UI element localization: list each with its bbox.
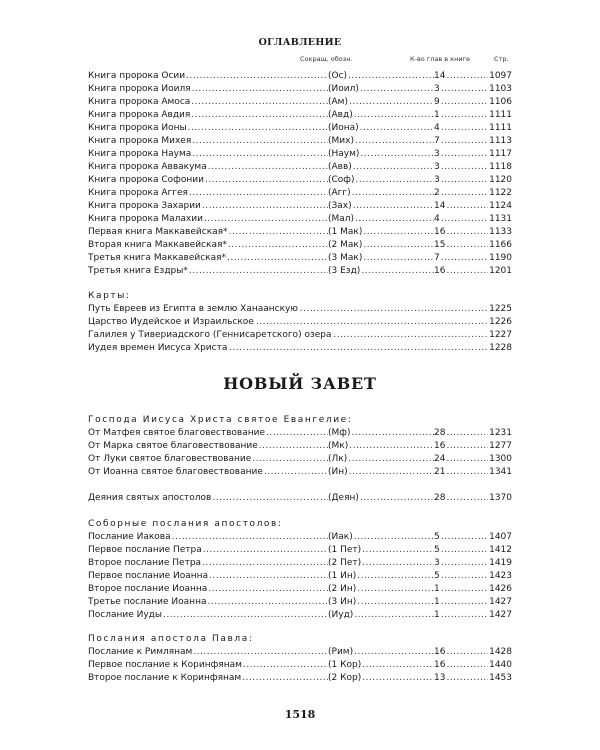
book-name: От Луки святое благовествование — [88, 454, 252, 464]
book-abbreviation: (Иак) — [328, 532, 353, 542]
chapter-count: 2 — [434, 188, 440, 198]
map-title: Путь Евреев из Египта в землю Ханаанскую — [88, 304, 298, 314]
toc-row[interactable] — [88, 583, 512, 596]
page-number: 1117 — [489, 149, 512, 159]
page-number: 1122 — [489, 188, 512, 198]
toc-row[interactable] — [88, 672, 512, 685]
page-number: 1426 — [489, 584, 512, 594]
chapter-count: 3 — [434, 149, 440, 159]
toc-row[interactable] — [88, 174, 512, 187]
page-number: 1201 — [489, 266, 512, 276]
chapter-count: 15 — [434, 240, 446, 250]
book-name: Третья книга Маккавейская* — [88, 253, 227, 263]
page-title: ОГЛАВЛЕНИЕ — [258, 37, 342, 48]
book-abbreviation: (3 Мак) — [328, 253, 363, 263]
toc-row[interactable] — [88, 659, 512, 672]
book-abbreviation: (Агг) — [328, 188, 351, 198]
book-abbreviation: (Иуд) — [328, 610, 354, 620]
page-number: 1103 — [489, 84, 512, 94]
book-abbreviation: (1 Мак) — [328, 227, 363, 237]
chapter-count: 16 — [434, 266, 446, 276]
page-number: 1370 — [489, 493, 512, 503]
gospels-heading: Господа Иисуса Христа святое Евангелие: — [88, 415, 353, 425]
column-header-page: Стр. — [494, 55, 509, 63]
toc-row[interactable] — [88, 96, 512, 109]
book-name: Книга пророка Осии — [88, 71, 186, 81]
toc-row[interactable] — [88, 570, 512, 583]
map-title: Галилея у Тивериадского (Геннисаретского) озера — [88, 330, 332, 340]
book-name: Книга пророка Ионы — [88, 123, 187, 133]
page-number-footer: 1518 — [284, 708, 316, 721]
book-name: Первое послание Иоанна — [88, 571, 209, 581]
toc-row[interactable] — [88, 609, 512, 622]
book-abbreviation: (Лк) — [328, 454, 348, 464]
book-name: Книга пророка Наума — [88, 149, 192, 159]
page-number: 1111 — [489, 123, 512, 133]
toc-row[interactable] — [88, 427, 512, 440]
page-number: 1427 — [489, 597, 512, 607]
pauline-epistles-heading: Послания апостола Павла: — [88, 634, 254, 644]
toc-row[interactable] — [88, 122, 512, 135]
acts-section — [88, 492, 512, 505]
toc-row[interactable] — [88, 148, 512, 161]
chapter-count: 1 — [434, 110, 440, 120]
page-number: 1124 — [489, 201, 512, 211]
chapter-count: 21 — [434, 467, 446, 477]
book-abbreviation: (1 Пет) — [328, 545, 362, 555]
map-row[interactable] — [88, 303, 512, 316]
book-abbreviation: (Соф) — [328, 175, 355, 185]
page-number: 1166 — [489, 240, 512, 250]
page-number: 1423 — [489, 571, 512, 581]
page-number: 1226 — [489, 317, 512, 327]
map-row[interactable] — [88, 329, 512, 342]
toc-row[interactable] — [88, 557, 512, 570]
page-number: 1111 — [489, 110, 512, 120]
book-name: Деяния святых апостолов — [88, 493, 212, 503]
book-name: Книга пророка Софонии — [88, 175, 204, 185]
maps-heading: Карты: — [88, 291, 131, 301]
chapter-count: 1 — [434, 584, 440, 594]
toc-row[interactable] — [88, 531, 512, 544]
book-name: Книга пророка Аггея — [88, 188, 188, 198]
book-name: Первое послание к Коринфянам — [88, 660, 242, 670]
page-number: 1300 — [489, 454, 512, 464]
old-testament-list — [88, 70, 512, 278]
page-number: 1225 — [489, 304, 512, 314]
chapter-count: 9 — [434, 97, 440, 107]
chapter-count: 16 — [434, 227, 446, 237]
page-number: 1227 — [489, 330, 512, 340]
book-name: От Иоанна святое благовествование — [88, 467, 263, 477]
book-abbreviation: (Иона) — [328, 123, 359, 133]
catholic-epistles-list — [88, 531, 512, 622]
chapter-count: 1 — [434, 597, 440, 607]
book-abbreviation: (2 Ин) — [328, 584, 357, 594]
maps-list — [88, 303, 512, 355]
toc-row[interactable] — [88, 646, 512, 659]
book-name: Книга пророка Михея — [88, 136, 192, 146]
book-abbreviation: (Мф) — [328, 428, 351, 438]
column-header-abbreviation: Сокращ. обозн. — [300, 55, 353, 63]
toc-row[interactable] — [88, 440, 512, 453]
chapter-count: 28 — [434, 428, 446, 438]
page-number: 1440 — [489, 660, 512, 670]
page-number: 1427 — [489, 610, 512, 620]
book-name: Книга пророка Аввакума — [88, 162, 207, 172]
toc-row[interactable] — [88, 453, 512, 466]
page-number: 1453 — [489, 673, 512, 683]
book-name: Первое послание Петра — [88, 545, 202, 555]
chapter-count: 13 — [434, 673, 446, 683]
maps-section — [88, 290, 512, 355]
book-name: Книга пророка Иоиля — [88, 84, 191, 94]
toc-row[interactable] — [88, 226, 512, 239]
chapter-count: 14 — [434, 201, 446, 211]
toc-row[interactable] — [88, 187, 512, 200]
book-abbreviation: (Мих) — [328, 136, 354, 146]
page-number: 1097 — [489, 71, 512, 81]
page-number: 1190 — [489, 253, 512, 263]
map-title: Царство Иудейское и Израильское — [88, 317, 254, 327]
page-number: 1133 — [489, 227, 512, 237]
page-number: 1231 — [489, 428, 512, 438]
book-name: Третья книга Ездры* — [88, 266, 188, 276]
chapter-count: 16 — [434, 441, 446, 451]
page-number: 1113 — [489, 136, 512, 146]
page-number: 1412 — [489, 545, 512, 555]
chapter-count: 16 — [434, 660, 446, 670]
toc-row[interactable] — [88, 466, 512, 479]
book-name: Первая книга Маккавейская* — [88, 227, 228, 237]
book-abbreviation: (Зах) — [328, 201, 352, 211]
pauline-epistles-list — [88, 646, 512, 685]
page-number: 1428 — [489, 647, 512, 657]
toc-row[interactable] — [88, 213, 512, 226]
book-abbreviation: (Мк) — [328, 441, 349, 451]
page-number: 1341 — [489, 467, 512, 477]
book-abbreviation: (Рим) — [328, 647, 354, 657]
toc-row[interactable] — [88, 161, 512, 174]
column-header-chapters: К-во глав в книге — [410, 55, 470, 63]
page-number: 1419 — [489, 558, 512, 568]
page-number: 1120 — [489, 175, 512, 185]
toc-row[interactable] — [88, 109, 512, 122]
book-name: Послание Иуды — [88, 610, 163, 620]
page-number: 1407 — [489, 532, 512, 542]
book-name: Книга пророка Амоса — [88, 97, 191, 107]
toc-row[interactable] — [88, 544, 512, 557]
toc-row[interactable] — [88, 200, 512, 213]
page-number: 1131 — [489, 214, 512, 224]
book-name: Третье послание Иоанна — [88, 597, 207, 607]
toc-row[interactable] — [88, 252, 512, 265]
book-abbreviation: (Деян) — [328, 493, 359, 503]
catholic-epistles-section — [88, 518, 512, 622]
toc-row[interactable] — [88, 83, 512, 96]
toc-row[interactable] — [88, 135, 512, 148]
book-abbreviation: (2 Пет) — [328, 558, 362, 568]
book-abbreviation: (1 Ин) — [328, 571, 357, 581]
map-row[interactable] — [88, 316, 512, 329]
book-name: Послание к Римлянам — [88, 647, 193, 657]
book-abbreviation: (Ос) — [328, 71, 348, 81]
book-name: Книга пророка Авдия — [88, 110, 191, 120]
book-name: Книга пророка Захарии — [88, 201, 201, 211]
book-abbreviation: (1 Кор) — [328, 660, 362, 670]
book-name: Послание Иакова — [88, 532, 171, 542]
pauline-epistles-section — [88, 633, 512, 685]
book-name: От Марка святое благовествование — [88, 441, 258, 451]
gospels-list — [88, 427, 512, 479]
toc-row[interactable] — [88, 265, 512, 278]
page-number: 1228 — [489, 343, 512, 353]
chapter-count: 24 — [434, 454, 446, 464]
map-title: Иудея времен Иисуса Христа — [88, 343, 228, 353]
catholic-epistles-heading: Соборные послания апостолов: — [88, 519, 283, 529]
chapter-count: 3 — [434, 162, 440, 172]
chapter-count: 3 — [434, 175, 440, 185]
chapter-count: 5 — [434, 571, 440, 581]
book-name: Вторая книга Маккавейская* — [88, 240, 227, 250]
map-row[interactable] — [88, 342, 512, 355]
book-abbreviation: (2 Кор) — [328, 673, 362, 683]
toc-row[interactable] — [88, 70, 512, 83]
book-name: Книга пророка Малахии — [88, 214, 203, 224]
chapter-count: 4 — [434, 123, 440, 133]
chapter-count: 14 — [434, 71, 446, 81]
chapter-count: 28 — [434, 493, 446, 503]
book-abbreviation: (Ам) — [328, 97, 348, 107]
book-name: Второе послание к Коринфянам — [88, 673, 242, 683]
book-abbreviation: (Авд) — [328, 110, 353, 120]
book-name: Второе послание Петра — [88, 558, 202, 568]
gospels-section — [88, 414, 512, 479]
book-abbreviation: (Наум) — [328, 149, 360, 159]
page-number: 1277 — [489, 441, 512, 451]
chapter-count: 16 — [434, 647, 446, 657]
chapter-count: 3 — [434, 558, 440, 568]
chapter-count: 4 — [434, 214, 440, 224]
chapter-count: 5 — [434, 545, 440, 555]
toc-row[interactable] — [88, 596, 512, 609]
page-number: 1106 — [489, 97, 512, 107]
book-abbreviation: (2 Мак) — [328, 240, 363, 250]
new-testament-title: НОВЫЙ ЗАВЕТ — [223, 374, 377, 393]
chapter-count: 1 — [434, 610, 440, 620]
book-abbreviation: (3 Езд) — [328, 266, 361, 276]
book-name: От Матфея святое благовествование — [88, 428, 266, 438]
book-abbreviation: (Иоил) — [328, 84, 359, 94]
book-name: Второе послание Иоанна — [88, 584, 208, 594]
page-number: 1118 — [489, 162, 512, 172]
book-abbreviation: (Авв) — [328, 162, 352, 172]
toc-row-acts[interactable] — [88, 492, 512, 505]
chapter-count: 5 — [434, 532, 440, 542]
book-abbreviation: (3 Ин) — [328, 597, 357, 607]
chapter-count: 7 — [434, 253, 440, 263]
book-abbreviation: (Мал) — [328, 214, 355, 224]
chapter-count: 3 — [434, 84, 440, 94]
book-abbreviation: (Ин) — [328, 467, 348, 477]
toc-row[interactable] — [88, 239, 512, 252]
chapter-count: 7 — [434, 136, 440, 146]
